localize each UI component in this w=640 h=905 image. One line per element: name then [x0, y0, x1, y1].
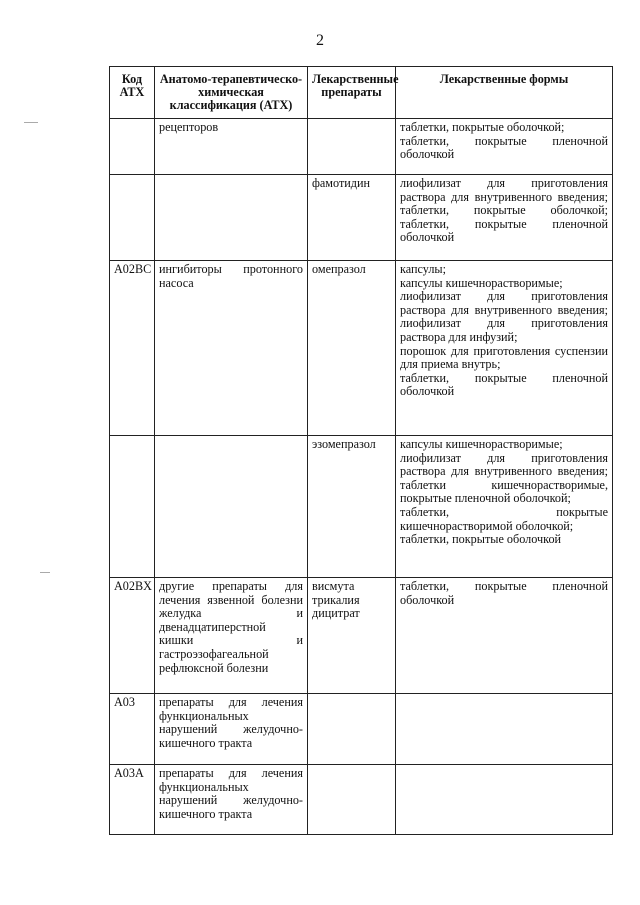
row-classification: препараты для лечения функциональных нарушений желудочно-кишечного тракта	[155, 765, 308, 835]
row-forms	[396, 694, 613, 765]
row-classification: другие препараты для лечения язвенной болезни желудка и двенадцатиперстной кишки и гастроэзофагеальной рефлюксной болезни	[155, 578, 308, 694]
row-forms	[396, 765, 613, 835]
row-forms	[396, 436, 613, 578]
row-classification: ингибиторы протонного насоса	[155, 261, 308, 436]
row-drug	[308, 765, 396, 835]
header-forms: Лекарственные формы	[396, 67, 613, 119]
form-item: лиофилизат для приготовления раствора для внутривенного введения; лиофилизат для приготовления раствора для инфузий;	[400, 289, 608, 344]
page-number: 2	[316, 32, 324, 49]
form-item: таблетки, покрытые пленочной оболочкой	[400, 579, 608, 607]
row-code: A03	[110, 694, 155, 765]
row-drug: висмута трикалия дицитрат	[308, 578, 396, 694]
row-forms	[396, 261, 613, 436]
row-drug: омепразол	[308, 261, 396, 436]
margin-mark-left	[24, 122, 38, 123]
form-item: таблетки, покрытые пленочной оболочкой	[400, 370, 608, 399]
form-item: порошок для приготовления суспензии для приема внутрь;	[400, 343, 608, 372]
table-row	[110, 119, 613, 175]
row-forms	[396, 578, 613, 694]
header-code: Код АТХ	[110, 67, 155, 119]
table-header-row	[110, 67, 613, 119]
row-drug	[308, 119, 396, 175]
row-forms	[396, 119, 613, 175]
form-item: таблетки, покрытые оболочкой;	[400, 120, 565, 134]
form-item: капсулы;	[400, 262, 446, 276]
table-row	[110, 175, 613, 261]
header-classification: Анатомо-терапевтическо-химическая классификация (АТХ)	[155, 67, 308, 119]
row-forms	[396, 175, 613, 261]
form-item: лиофилизат для приготовления раствора для внутривенного введения; таблетки кишечнорастворимые, покрытые пленочной оболочкой;	[400, 450, 608, 506]
row-code	[110, 175, 155, 261]
form-item: таблетки, покрытые кишечнорастворимой оболочкой;	[400, 504, 608, 533]
row-code	[110, 119, 155, 175]
table-row	[110, 436, 613, 578]
row-drug	[308, 694, 396, 765]
table-row	[110, 694, 613, 765]
table-row	[110, 261, 613, 436]
row-classification	[155, 175, 308, 261]
row-code: A02BC	[110, 261, 155, 436]
row-classification: препараты для лечения функциональных нарушений желудочно-кишечного тракта	[155, 694, 308, 765]
header-drugs: Лекарственные препараты	[308, 67, 396, 119]
margin-mark-left-2	[40, 572, 50, 573]
row-classification	[155, 436, 308, 578]
table-row	[110, 578, 613, 694]
row-code: A03A	[110, 765, 155, 835]
row-drug: фамотидин	[308, 175, 396, 261]
form-item: капсулы кишечнорастворимые;	[400, 437, 563, 451]
form-item: лиофилизат для приготовления раствора для внутривенного введения; таблетки, покрытые оболочкой; таблетки, покрытые пленочной оболочкой	[400, 176, 608, 245]
row-classification: рецепторов	[155, 119, 308, 175]
row-drug: эзомепразол	[308, 436, 396, 578]
form-item: таблетки, покрытые оболочкой	[400, 532, 562, 547]
row-code: A02BX	[110, 578, 155, 694]
form-item: капсулы кишечнорастворимые;	[400, 275, 563, 290]
atx-table	[109, 66, 613, 835]
row-code	[110, 436, 155, 578]
form-item: таблетки, покрытые пленочной оболочкой	[400, 133, 608, 162]
table-row	[110, 765, 613, 835]
